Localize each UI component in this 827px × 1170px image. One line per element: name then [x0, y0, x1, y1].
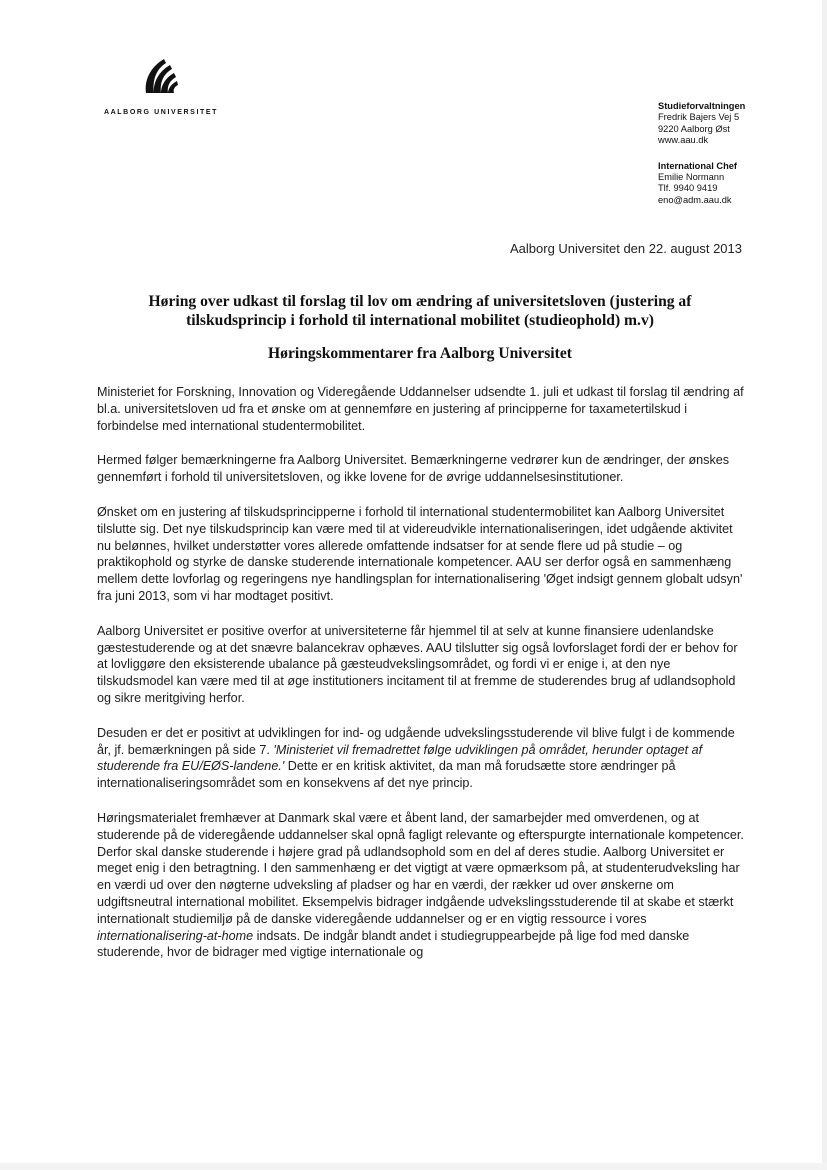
ministry-quote: 'Ministeriet vil fremadrettet følge udviklingen på området, herunder optaget af studerende fra EU/EØS-landene.' — [97, 742, 703, 774]
scan-bottom-band — [0, 1163, 827, 1170]
contact-name: Emilie Normann — [658, 172, 725, 183]
paragraph-4: Aalborg Universitet er positive overfor at universiteterne får hjemmel til at selv at kunne finansiere udenlandske gæstestuderende og at det snævre balancekrav ophæves. AAU tilslutter sig også lovforslaget fordi der er behov for at lovliggøre den eksisterende ubalance på gæsteudvekslingsområdet, og fordi vi er enige i, at den nye tilskudsmodel kan være med til at øge institutioners incitament til at fremme de studerendes brug af udlandsophold og sikre meritgiving herfor. — [97, 623, 738, 705]
contact-title: International Chef — [658, 160, 738, 171]
sender-city: 9220 Aalborg Øst — [658, 123, 730, 134]
scan-edge — [822, 0, 827, 1170]
internationalisation-term: internationalisering-at-home — [97, 928, 254, 943]
sender-department: Studieforvaltningen — [658, 101, 746, 111]
university-name: AALBORG UNIVERSITET — [104, 109, 219, 116]
paragraph-2: Hermed følger bemærkningerne fra Aalborg Universitet. Bemærkningerne vedrører kun de ændringer, der ønskes gennemført i forhold til universitetsloven, og ikke lovene for de øvrige uddannelsesinstitutioner. — [97, 453, 730, 485]
letter-title — [100, 292, 740, 330]
aau-waves-icon — [140, 55, 180, 97]
paragraph-5-text: Desuden er det er positivt at udviklingen for ind- og udgående udvekslingsstuderende vil blive fulgt i de kommende år, jf. bemærkningen på side 7. — [97, 725, 735, 757]
paragraph-6-continuation: indsats. De indgår blandt andet i studiegruppearbejde på lige fod med danske studerende, hvor de bidrager med vigtige internationale og — [97, 928, 690, 960]
letter-body — [97, 384, 745, 979]
title-line-2: tilskudsprincip i forhold til international mobilitet (studieophold) m.v) — [186, 312, 654, 329]
paragraph-5 — [97, 725, 745, 792]
paragraph-3: Ønsket om en justering af tilskudsprincipperne i forhold til international studentermobilitet kan Aalborg Universitet tilslutte sig. Det nye tilskudsprincip kan være med til at videreudvikle internationaliseringen, idet udgående aktivitet nu belønnes, hvilket understøtter vores allerede omfattende indsatser for at sende flere ud på studie – og praktikophold og styrke de danske studerende internationale kompetencer. AAU ser derfor også en sammenhæng mellem dette lovforlag og regeringens nye handlingsplan for internationalisering 'Øget indsigt gennem globalt udsyn' fra juni 2013, som vi har modtaget positivt. — [97, 504, 743, 603]
paragraph-5-continuation: Dette er en kritisk aktivitet, da man må forudsætte store ændringer på internationaliseringsområdet som en konsekvens af det nye princip. — [97, 759, 676, 791]
contact-phone: Tlf. 9940 9419 — [658, 183, 718, 194]
sender-website: www.aau.dk — [658, 135, 709, 146]
sender-address — [658, 101, 823, 206]
paragraph-6-text: Høringsmaterialet fremhæver at Danmark skal være et åbent land, der samarbejder med omverdenen, og at studerende på de videregående uddannelser skal opnå fagligt relevante og efterspurgte internationale kompetencer. Derfor skal danske studerende i højere grad på udlandsophold som en del af deres studie. Aalborg Universitet er meget enig i den betragtning. I den sammenhæng er det vigtigt at være opmærksom på, at studenterudveksling har en værdi ud over den nøgterne udveksling af pladser og har en værdi, der rækker ud over ønskerne om udgiftsneutral international mobilitet. Eksempelvis bidrager indgående udvekslingsstuderende til at skabe et stærkt internationalt studiemiljø på de danske videregående uddannelser og er en vigtig ressource i vores — [97, 810, 744, 926]
paragraph-1: Ministeriet for Forskning, Innovation og Videregående Uddannelser udsendte 1. juli et udkast til forslag til ændring af bl.a. universitetsloven ud fra et ønske om at gennemføre en justering af principperne for taxametertilskud i forbindelse med international studentermobilitet. — [97, 385, 744, 433]
paragraph-6 — [97, 810, 745, 961]
sender-street: Fredrik Bajers Vej 5 — [658, 112, 740, 123]
letter-date: Aalborg Universitet den 22. august 2013 — [510, 241, 742, 256]
letter-subtitle: Høringskommentarer fra Aalborg Universitet — [268, 345, 572, 362]
contact-email: eno@adm.aau.dk — [658, 194, 732, 205]
title-line-1: Høring over udkast til forslag til lov om ændring af universitetsloven (justering af — [148, 293, 692, 310]
